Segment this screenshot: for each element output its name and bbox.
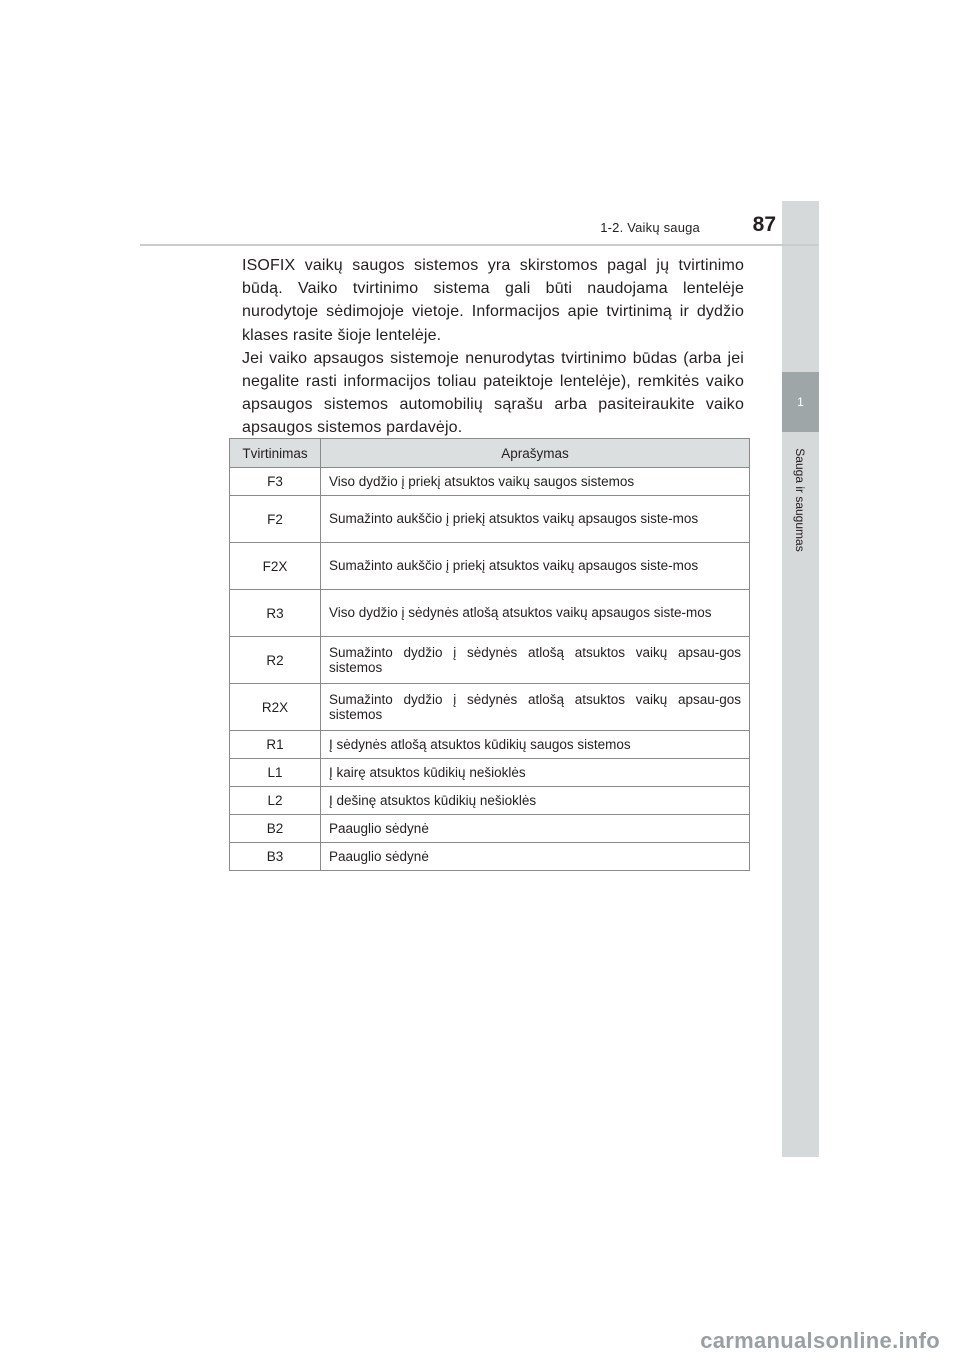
fixture-code: R2 xyxy=(230,637,321,684)
fixture-code: F3 xyxy=(230,468,321,496)
fixture-description: Paauglio sėdynė xyxy=(321,815,750,843)
section-title: 1-2. Vaikų sauga xyxy=(600,220,700,235)
header-fixture: Tvirtinimas xyxy=(230,439,321,468)
fixture-code: L2 xyxy=(230,787,321,815)
fixture-code: F2 xyxy=(230,496,321,543)
table-row xyxy=(230,543,750,590)
header-description: Aprašymas xyxy=(321,439,750,468)
body-text xyxy=(242,254,744,440)
table-row xyxy=(230,590,750,637)
fixture-code: R3 xyxy=(230,590,321,637)
page-number: 87 xyxy=(752,213,776,236)
fixture-description: Viso dydžio į sėdynės atlošą atsuktos vaikų apsaugos siste-mos xyxy=(321,590,750,637)
table-row xyxy=(230,759,750,787)
fixture-description: Į kairę atsuktos kūdikių nešioklės xyxy=(321,759,750,787)
fixture-code: R2X xyxy=(230,684,321,731)
paragraph-isofix-classes: ISOFIX vaikų saugos sistemos yra skirstomos pagal jų tvirtinimo būdą. Vaiko tvirtinimo sistema gali būti naudojama lentelėje nurodytoje sėdimojoje vietoje. Informacijos apie tvirtinimą ir dydžio klases rasite šioje lentelėje. xyxy=(242,257,744,344)
paragraph-fixture-info: Jei vaiko apsaugos sistemoje nenurodytas tvirtinimo būdas (arba jei negalite rasti informacijos toliau pateiktoje lentelėje), remkitės vaiko apsaugos sistemos automobilių sąrašu arba pasiteiraukite vaiko apsaugos sistemos pardavėjo. xyxy=(242,349,744,437)
fixture-description: Į sėdynės atlošą atsuktos kūdikių saugos sistemos xyxy=(321,731,750,759)
table-row xyxy=(230,637,750,684)
table-row xyxy=(230,843,750,871)
fixture-description: Į dešinę atsuktos kūdikių nešioklės xyxy=(321,787,750,815)
table-row xyxy=(230,731,750,759)
fixture-code: B2 xyxy=(230,815,321,843)
fixture-description: Sumažinto aukščio į priekį atsuktos vaikų apsaugos siste-mos xyxy=(321,543,750,590)
fixture-code: F2X xyxy=(230,543,321,590)
fixture-table xyxy=(229,438,750,871)
side-tab xyxy=(782,201,819,1157)
table-header-row xyxy=(230,439,750,468)
watermark-logo: carmanualsonline.info xyxy=(700,1328,940,1353)
fixture-code: R1 xyxy=(230,731,321,759)
fixture-description: Sumažinto dydžio į sėdynės atlošą atsuktos vaikų apsau-gos sistemos xyxy=(321,637,750,684)
table-row xyxy=(230,496,750,543)
fixture-code: B3 xyxy=(230,843,321,871)
table-row xyxy=(230,684,750,731)
fixture-description: Sumažinto aukščio į priekį atsuktos vaikų apsaugos siste-mos xyxy=(321,496,750,543)
fixture-description: Sumažinto dydžio į sėdynės atlošą atsuktos vaikų apsau-gos sistemos xyxy=(321,684,750,731)
chapter-label: Sauga ir saugumas xyxy=(793,448,807,552)
fixture-code: L1 xyxy=(230,759,321,787)
fixture-description: Paauglio sėdynė xyxy=(321,843,750,871)
table-row xyxy=(230,468,750,496)
table-row xyxy=(230,787,750,815)
chapter-number-tab: 1 xyxy=(782,372,819,432)
fixture-description: Viso dydžio į priekį atsuktos vaikų saugos sistemos xyxy=(321,468,750,496)
table-row xyxy=(230,815,750,843)
header-rule xyxy=(140,244,819,246)
